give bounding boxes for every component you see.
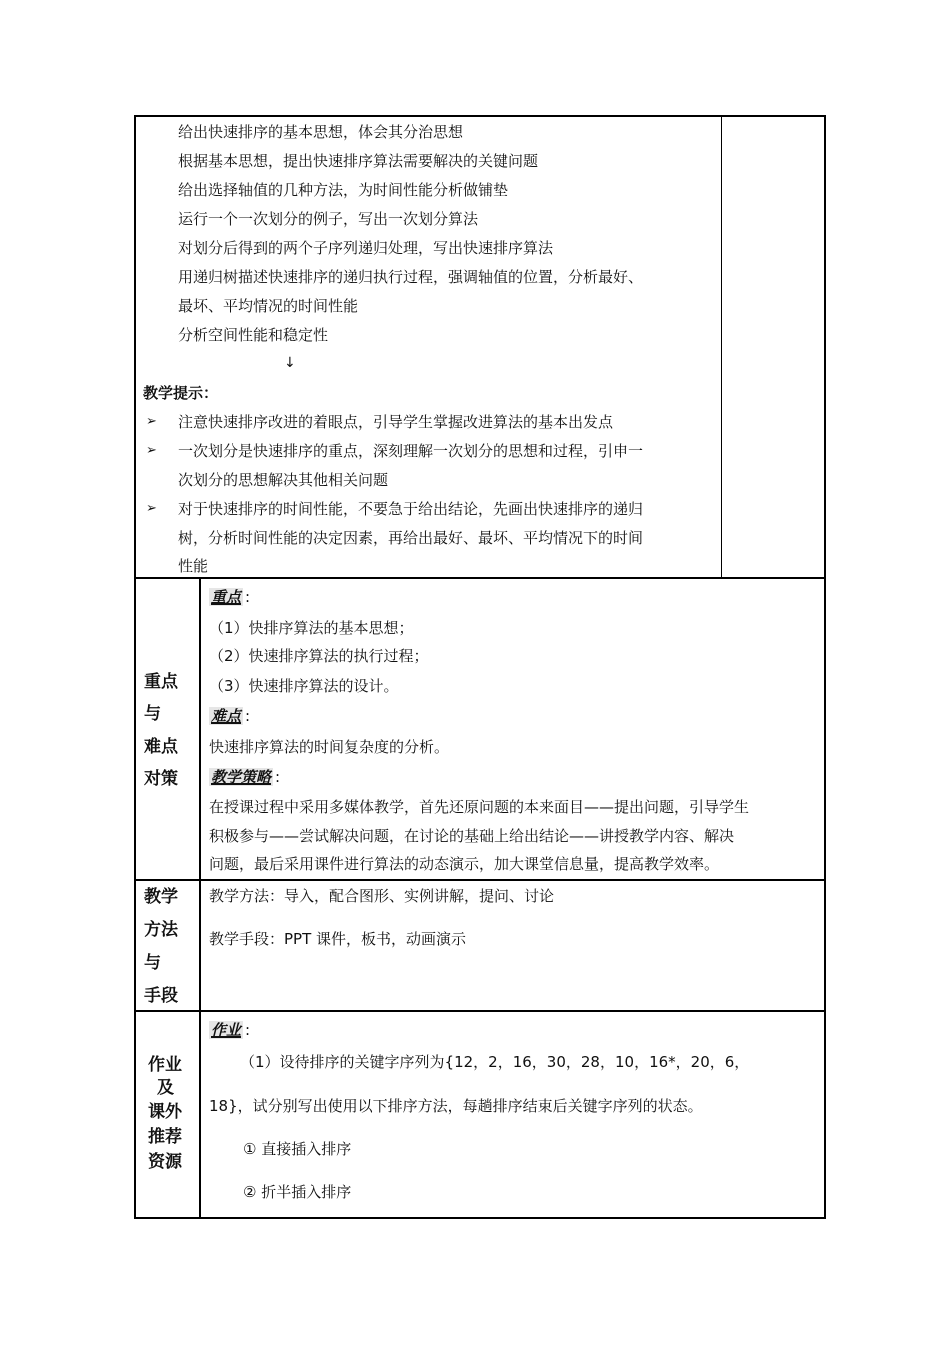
key-points-tag: 重点 [211, 588, 242, 606]
row-divider-2 [134, 879, 826, 881]
row-divider-3 [134, 1010, 826, 1012]
strategy-line-2: 积极参与——尝试解决问题，在讨论的基础上给出结论——讲授教学内容、解决 [209, 827, 735, 845]
strategy-line-3: 问题，最后采用课件进行算法的动态演示，加大课堂信息量，提高教学效率。 [209, 855, 720, 873]
step-7: 分析空间性能和稳定性 [178, 326, 329, 344]
row1-divider-vertical [721, 115, 722, 578]
header-line: 重点 [144, 672, 178, 692]
homework-tag: 作业 [211, 1021, 242, 1039]
homework-line-2: 18}，试分别写出使用以下排序方法，每趟排序结束后关键字序列的状态。 [209, 1097, 703, 1115]
step-6-cont: 最坏、平均情况的时间性能 [178, 297, 359, 315]
key-points-label [209, 587, 250, 607]
bullet-arrow-icon: ➢ [146, 414, 157, 429]
homework-line-1: （1）设待排序的关键字序列为{12，2，16，30，28，10，16*，20，6， [240, 1053, 750, 1071]
row-divider-1 [134, 577, 826, 579]
teaching-method: 教学方法：导入，配合图形、实例讲解，提问、讨论 [209, 887, 555, 905]
header-line: 推荐 [148, 1127, 182, 1147]
colon: : [275, 768, 281, 786]
table-border-top [134, 115, 826, 117]
header-line: 及 [157, 1078, 174, 1098]
difficulty-text: 快速排序算法的时间复杂度的分析。 [209, 738, 450, 756]
homework-item-2: ② 折半插入排序 [243, 1183, 352, 1201]
colon: : [245, 1021, 251, 1039]
table-border-bottom [134, 1217, 826, 1219]
header-line: 方法 [144, 920, 178, 940]
strategy-label [209, 767, 280, 787]
step-2: 根据基本思想，提出快速排序算法需要解决的关键问题 [178, 152, 539, 170]
table-border-left [134, 115, 136, 1219]
bullet-arrow-icon: ➢ [146, 443, 157, 458]
key-point-2: （2）快速排序算法的执行过程； [209, 647, 429, 665]
header-line: 教学 [144, 887, 178, 907]
step-3: 给出选择轴值的几种方法，为时间性能分析做铺垫 [178, 181, 509, 199]
header-column-divider [199, 577, 201, 1219]
strategy-tag: 教学策略 [211, 768, 272, 786]
step-1: 给出快速排序的基本思想，体会其分治思想 [178, 123, 464, 141]
colon: : [245, 588, 251, 606]
tip-2: 一次划分是快速排序的重点，深刻理解一次划分的思想和过程，引申一 [178, 442, 644, 460]
difficulty-label [209, 706, 250, 726]
table-border-right [824, 115, 826, 1219]
teaching-means: 教学手段：PPT 课件，板书，动画演示 [209, 930, 467, 948]
step-6: 用递归树描述快速排序的递归执行过程，强调轴值的位置，分析最好、 [178, 268, 644, 286]
tip-3: 对于快速排序的时间性能，不要急于给出结论，先画出快速排序的递归 [178, 500, 644, 518]
colon: : [245, 707, 251, 725]
tip-3-cont-2: 性能 [178, 557, 209, 575]
header-line: 课外 [148, 1102, 182, 1122]
bullet-arrow-icon: ➢ [146, 501, 157, 516]
header-line: 对策 [144, 769, 178, 789]
tip-2-cont: 次划分的思想解决其他相关问题 [178, 471, 389, 489]
key-point-1: （1）快排序算法的基本思想； [209, 619, 414, 637]
header-line: 资源 [148, 1152, 182, 1172]
difficulty-tag: 难点 [211, 707, 242, 725]
key-point-3: （3）快速排序算法的设计。 [209, 677, 399, 695]
strategy-line-1: 在授课过程中采用多媒体教学，首先还原问题的本来面目——提出问题，引导学生 [209, 798, 750, 816]
step-4: 运行一个一次划分的例子，写出一次划分算法 [178, 210, 479, 228]
header-line: 手段 [144, 986, 178, 1006]
homework-item-1: ① 直接插入排序 [243, 1140, 352, 1158]
header-line: 与 [144, 704, 161, 724]
tips-heading: 教学提示： [143, 384, 219, 402]
header-line: 与 [144, 953, 161, 973]
down-arrow-icon: ↓ [284, 355, 296, 371]
step-5: 对划分后得到的两个子序列递归处理，写出快速排序算法 [178, 239, 554, 257]
header-line: 作业 [148, 1055, 182, 1075]
tip-3-cont-1: 树，分析时间性能的决定因素，再给出最好、最坏、平均情况下的时间 [178, 529, 644, 547]
tip-1: 注意快速排序改进的着眼点，引导学生掌握改进算法的基本出发点 [178, 413, 614, 431]
homework-label [209, 1020, 250, 1040]
header-line: 难点 [144, 737, 178, 757]
